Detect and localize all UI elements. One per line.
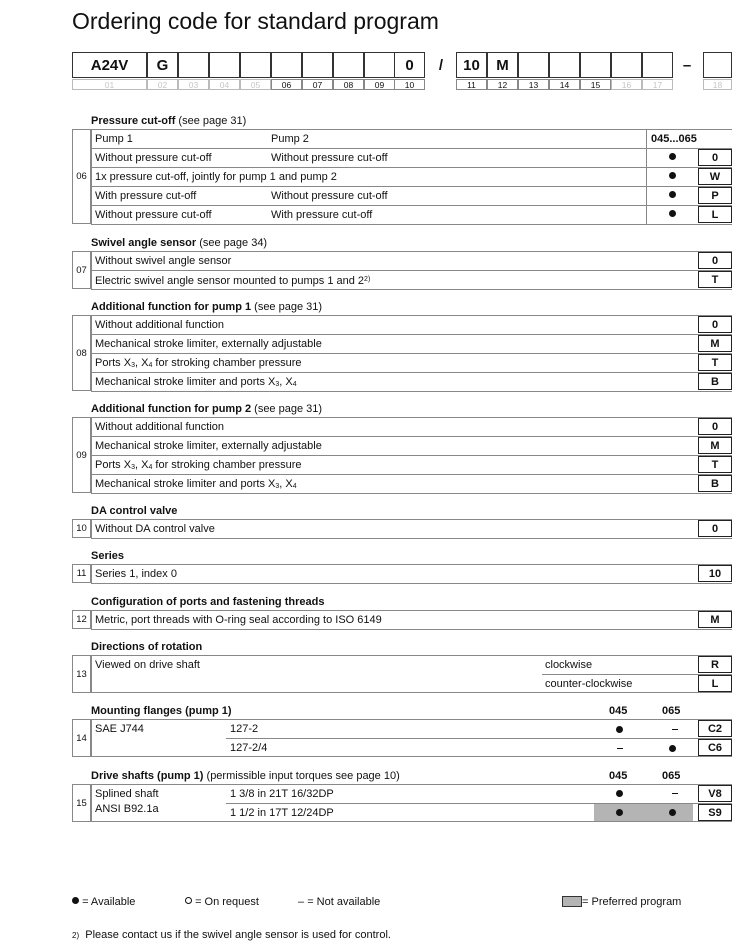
- code-box-15: [580, 52, 611, 78]
- pump2-header: Pump 2: [271, 133, 309, 145]
- section-12-title: Configuration of ports and fastening threads: [91, 596, 325, 608]
- position-number-3: 04: [209, 79, 240, 90]
- section-07-number: 07: [72, 251, 91, 289]
- footnote: 2) Please contact us if the swivel angle sensor is used for control.: [72, 929, 391, 941]
- code-box: L: [698, 675, 732, 692]
- code-box: M: [698, 437, 732, 454]
- code-box-12: M: [487, 52, 518, 78]
- section-14-number: 14: [72, 719, 91, 757]
- position-number-9: 10: [394, 79, 425, 90]
- code-box-18: –: [682, 56, 692, 74]
- table-row: Without swivel angle sensor: [91, 252, 732, 271]
- code-box: L: [698, 206, 732, 223]
- legend-on-request: = On request: [185, 896, 259, 908]
- section-06-table: [91, 129, 732, 221]
- section-11-number: 11: [72, 564, 91, 583]
- position-number-11: 12: [487, 79, 518, 90]
- code-box: P: [698, 187, 732, 204]
- section-10-title: DA control valve: [91, 505, 178, 517]
- section-06-header-row: [91, 130, 732, 149]
- table-row: Mechanical stroke limiter, externally adjustable: [91, 437, 732, 456]
- filled-circle-icon: [72, 897, 79, 904]
- table-row: Ports $X_3$, $X_4$ for stroking chamber pressure: [91, 354, 732, 373]
- section-11-title: Series: [91, 550, 125, 562]
- code-box-16: [611, 52, 642, 78]
- available-dot: [669, 210, 676, 217]
- dash-icon: –: [298, 896, 305, 908]
- hollow-circle-icon: [185, 897, 192, 904]
- row-divider: [226, 738, 732, 739]
- table-row: Without pressure cut-off Without pressure cut-off: [91, 149, 732, 168]
- code-box-2: [178, 52, 209, 78]
- code-box-4: [240, 52, 271, 78]
- legend-not-available: – = Not available: [298, 896, 381, 908]
- legend-preferred: = Preferred program: [562, 896, 681, 908]
- code-box: M: [698, 611, 732, 628]
- position-number-12: 13: [518, 79, 549, 90]
- section-13-table: Viewed on drive shaft clockwise counter-clockwise: [91, 655, 732, 693]
- table-row: Without additional function: [91, 418, 732, 437]
- code-box: V8: [698, 785, 732, 802]
- size-045-header: 045: [609, 705, 628, 717]
- position-number-7: 08: [333, 79, 364, 90]
- position-number-10: 11: [456, 79, 487, 90]
- section-07-title: Swivel angle sensor (see page 34): [91, 237, 268, 249]
- section-14-table: SAE J744 127-2 127-2/4: [91, 719, 732, 757]
- section-06-number: 06: [72, 129, 91, 224]
- code-box: 0: [698, 418, 732, 435]
- available-dot: [669, 153, 676, 160]
- code-box: B: [698, 373, 732, 390]
- section-08-table: [91, 315, 732, 388]
- table-row: Mechanical stroke limiter and ports $X_3$, $X_4$: [91, 373, 732, 392]
- position-number-5: 06: [271, 79, 302, 90]
- not-available-dash: [672, 729, 678, 730]
- position-number-8: 09: [364, 79, 395, 90]
- section-08-title: Additional function for pump 1 (see page 31): [91, 301, 323, 313]
- position-number-0: 01: [72, 79, 147, 90]
- section-06-title: Pressure cut-off (see page 31): [91, 115, 247, 127]
- position-number-16: 17: [642, 79, 673, 90]
- section-10-table: [91, 519, 732, 535]
- position-number-1: 02: [147, 79, 178, 90]
- code-box-17: [642, 52, 673, 78]
- position-number-2: 03: [178, 79, 209, 90]
- table-row: Mechanical stroke limiter, externally adjustable: [91, 335, 732, 354]
- code-box-6: [302, 52, 333, 78]
- table-row: Metric, port threads with O-ring seal according to ISO 6149: [91, 611, 732, 630]
- position-number-4: 05: [240, 79, 271, 90]
- code-box: T: [698, 354, 732, 371]
- code-box: C2: [698, 720, 732, 737]
- table-row: Mechanical stroke limiter and ports $X_3$, $X_4$: [91, 475, 732, 494]
- clockwise-label: clockwise: [545, 659, 593, 671]
- column-divider: [646, 129, 647, 224]
- table-row: Electric swivel angle sensor mounted to pumps 1 and 2$^{2)}$: [91, 271, 732, 290]
- code-box-11: 10: [456, 52, 487, 78]
- legend-available: = Available: [72, 896, 135, 908]
- section-14-title: Mounting flanges (pump 1): [91, 705, 232, 717]
- code-box-19: [703, 52, 732, 78]
- code-box: 0: [698, 520, 732, 537]
- position-number-14: 15: [580, 79, 611, 90]
- code-box: C6: [698, 739, 732, 756]
- size-065-header: 065: [662, 770, 681, 782]
- code-box-3: [209, 52, 240, 78]
- table-row: Series 1, index 0: [91, 565, 732, 584]
- code-box: 0: [698, 149, 732, 166]
- section-15-title: Drive shafts (pump 1) (permissible input torques see page 10): [91, 770, 400, 782]
- table-row: Ports $X_3$, $X_4$ for stroking chamber pressure: [91, 456, 732, 475]
- available-dot: [616, 809, 623, 816]
- pump1-header: Pump 1: [95, 133, 133, 145]
- code-box-0: A24V: [72, 52, 147, 78]
- position-number-6: 07: [302, 79, 333, 90]
- code-box-14: [549, 52, 580, 78]
- size-065-header: 065: [662, 705, 681, 717]
- code-box: S9: [698, 804, 732, 821]
- not-available-dash: [617, 748, 623, 749]
- section-12-number: 12: [72, 610, 91, 629]
- available-dot: [616, 726, 623, 733]
- section-07-table: [91, 251, 732, 287]
- code-box-13: [518, 52, 549, 78]
- table-row: With pressure cut-off Without pressure cut-off: [91, 187, 732, 206]
- code-box: B: [698, 475, 732, 492]
- page-title: Ordering code for standard program: [72, 8, 439, 34]
- size-045-header: 045: [609, 770, 628, 782]
- gray-box-icon: [562, 896, 582, 907]
- available-dot: [669, 172, 676, 179]
- code-box: M: [698, 335, 732, 352]
- available-dot: [669, 191, 676, 198]
- available-dot: [669, 745, 676, 752]
- available-dot: [616, 790, 623, 797]
- available-dot: [669, 809, 676, 816]
- table-row: 1x pressure cut-off, jointly for pump 1 and pump 2: [91, 168, 732, 187]
- not-available-dash: [672, 793, 678, 794]
- size-header: 045...065: [651, 133, 697, 145]
- code-box-9: 0: [394, 52, 425, 78]
- code-box: 0: [698, 316, 732, 333]
- code-box-5: [271, 52, 302, 78]
- position-number-13: 14: [549, 79, 580, 90]
- code-box-1: G: [147, 52, 178, 78]
- code-box-10: /: [438, 56, 444, 74]
- table-row: Without additional function: [91, 316, 732, 335]
- table-row: Without DA control valve: [91, 520, 732, 539]
- section-10-number: 10: [72, 519, 91, 538]
- section-08-number: 08: [72, 315, 91, 391]
- code-box: W: [698, 168, 732, 185]
- section-09-table: [91, 417, 732, 490]
- code-box-7: [333, 52, 364, 78]
- section-13-title: Directions of rotation: [91, 641, 203, 653]
- section-15-number: 15: [72, 784, 91, 822]
- position-number-17: 18: [703, 79, 732, 90]
- section-09-title: Additional function for pump 2 (see page 31): [91, 403, 323, 415]
- code-box: T: [698, 271, 732, 288]
- counter-clockwise-label: counter-clockwise: [545, 678, 633, 690]
- table-row: Without pressure cut-off With pressure cut-off: [91, 206, 732, 225]
- position-number-15: 16: [611, 79, 642, 90]
- code-box: R: [698, 656, 732, 673]
- code-box: 10: [698, 565, 732, 582]
- code-box: 0: [698, 252, 732, 269]
- section-12-table: [91, 610, 732, 626]
- code-box: T: [698, 456, 732, 473]
- section-15-table: Splined shaft ANSI B92.1a 1 3/8 in 21T 16/32DP 1 1/2 in 17T 12/24DP: [91, 784, 732, 822]
- code-box-8: [364, 52, 395, 78]
- section-13-number: 13: [72, 655, 91, 693]
- section-09-number: 09: [72, 417, 91, 493]
